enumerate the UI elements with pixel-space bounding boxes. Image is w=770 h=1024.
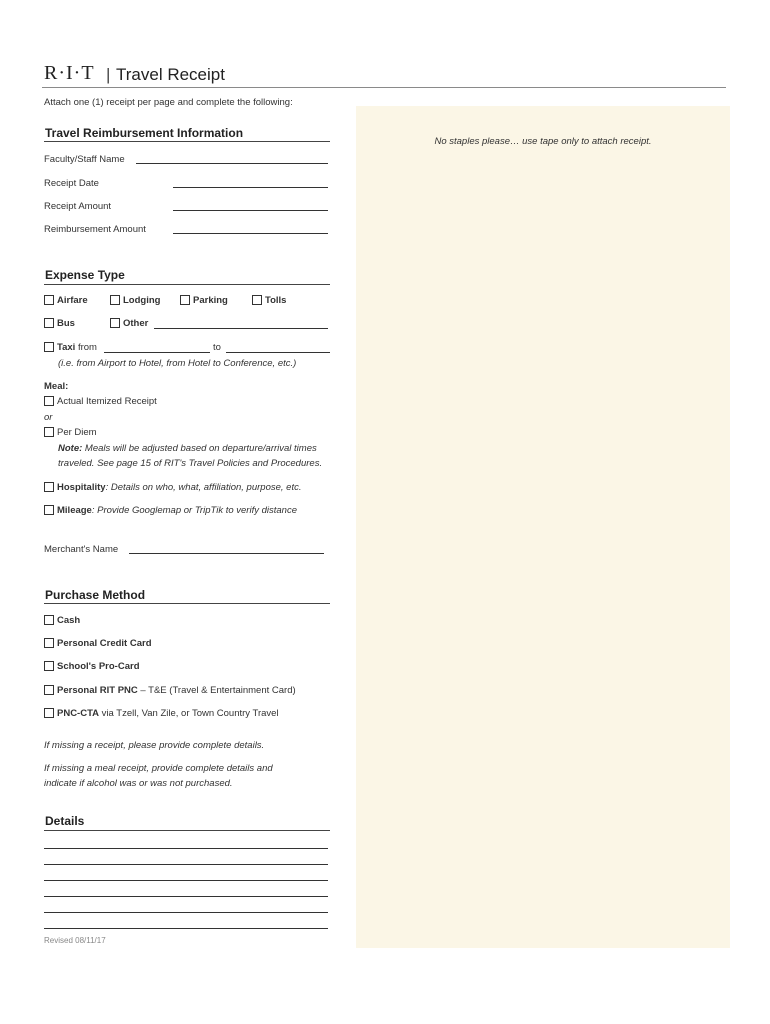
airfare-label: Airfare: [57, 295, 88, 306]
reimbursement-heading: Travel Reimbursement Information: [45, 126, 244, 140]
rit-pnc-label: Personal RIT PNC: [57, 685, 138, 696]
merchant-name-label: Merchant's Name: [44, 544, 119, 555]
purchase-method-heading: Purchase Method: [45, 588, 146, 602]
taxi-option[interactable]: [44, 342, 97, 353]
reimbursement-rule: [44, 141, 330, 142]
note-text: Meals will be adjusted based on departure/arrival times: [84, 443, 317, 454]
parking-checkbox[interactable]: [180, 295, 190, 305]
missing-receipt-note: If missing a receipt, please provide complete details.: [44, 740, 265, 751]
details-line[interactable]: [44, 880, 328, 881]
or-text: or: [44, 412, 53, 423]
airfare-checkbox[interactable]: [44, 295, 54, 305]
parking-label: Parking: [193, 295, 228, 306]
details-line[interactable]: [44, 864, 328, 865]
personal-cc-checkbox[interactable]: [44, 638, 54, 648]
pro-card-checkbox[interactable]: [44, 661, 54, 671]
faculty-name-label: Faculty/Staff Name: [44, 154, 125, 165]
faculty-name-field[interactable]: [136, 163, 328, 164]
taxi-from-field[interactable]: [104, 352, 210, 353]
reimbursement-amount-field[interactable]: [173, 233, 328, 234]
bus-label: Bus: [57, 318, 75, 329]
mileage-label: Mileage: [57, 505, 92, 516]
lodging-option[interactable]: [110, 295, 160, 306]
actual-itemized-label: Actual Itemized Receipt: [57, 396, 157, 407]
pro-card-option[interactable]: [44, 661, 140, 672]
other-option[interactable]: [110, 318, 148, 329]
meal-heading: Meal:: [44, 381, 69, 392]
lodging-label: Lodging: [123, 295, 161, 306]
tolls-option[interactable]: [252, 295, 286, 306]
receipt-date-field[interactable]: [173, 187, 328, 188]
tolls-checkbox[interactable]: [252, 295, 262, 305]
details-line[interactable]: [44, 928, 328, 929]
receipt-amount-field[interactable]: [173, 210, 328, 211]
receipt-attach-area: [356, 106, 730, 948]
rit-pnc-option[interactable]: [44, 685, 296, 696]
expense-type-heading: Expense Type: [45, 268, 125, 282]
cash-option[interactable]: [44, 615, 80, 626]
taxi-checkbox[interactable]: [44, 342, 54, 352]
other-label: Other: [123, 318, 149, 329]
hospitality-desc: : Details on who, what, affiliation, purpose, etc.: [105, 482, 302, 493]
receipt-date-label: Receipt Date: [44, 178, 99, 189]
pro-card-label: School's Pro-Card: [57, 661, 140, 672]
per-diem-option[interactable]: [44, 427, 97, 438]
airfare-option[interactable]: [44, 295, 88, 306]
mileage-desc: : Provide Googlemap or TripTik to verify distance: [91, 505, 297, 516]
title-divider: [42, 87, 726, 88]
missing-meal-note-2: indicate if alcohol was or was not purchased.: [44, 778, 233, 789]
revised-date: Revised 08/11/17: [44, 936, 106, 945]
bus-option[interactable]: [44, 318, 75, 329]
actual-itemized-option[interactable]: [44, 396, 157, 407]
merchant-name-field[interactable]: [129, 553, 324, 554]
cash-checkbox[interactable]: [44, 615, 54, 625]
parking-option[interactable]: [180, 295, 228, 306]
other-field[interactable]: [154, 328, 328, 329]
page-subtitle: Attach one (1) receipt per page and complete the following:: [44, 97, 293, 108]
taxi-to-label: to: [213, 342, 221, 353]
details-rule: [44, 830, 330, 831]
rit-pnc-checkbox[interactable]: [44, 685, 54, 695]
details-line[interactable]: [44, 848, 328, 849]
meal-note: [58, 443, 317, 454]
pnc-cta-label: PNC-CTA: [57, 708, 100, 719]
mileage-checkbox[interactable]: [44, 505, 54, 515]
other-checkbox[interactable]: [110, 318, 120, 328]
taxi-example: (i.e. from Airport to Hotel, from Hotel to Conference, etc.): [58, 358, 297, 369]
cash-label: Cash: [57, 615, 81, 626]
bus-checkbox[interactable]: [44, 318, 54, 328]
page-title: Travel Receipt: [116, 65, 225, 84]
hospitality-option[interactable]: [44, 482, 301, 493]
details-line[interactable]: [44, 912, 328, 913]
actual-itemized-checkbox[interactable]: [44, 396, 54, 406]
personal-cc-option[interactable]: [44, 638, 152, 649]
purchase-method-rule: [44, 603, 330, 604]
reimbursement-amount-label: Reimbursement Amount: [44, 224, 146, 235]
lodging-checkbox[interactable]: [110, 295, 120, 305]
taxi-to-field[interactable]: [226, 352, 330, 353]
per-diem-checkbox[interactable]: [44, 427, 54, 437]
rit-pnc-desc: – T&E (Travel & Entertainment Card): [137, 685, 296, 696]
pnc-cta-desc: via Tzell, Van Zile, or Town Country Travel: [99, 708, 279, 719]
receipt-amount-label: Receipt Amount: [44, 201, 112, 212]
taxi-label: Taxi: [57, 342, 76, 353]
rit-logo: R·I·T: [44, 62, 95, 84]
note-label: Note:: [58, 443, 83, 454]
tape-note: No staples please… use tape only to attach receipt.: [434, 136, 652, 147]
details-heading: Details: [45, 814, 85, 828]
hospitality-checkbox[interactable]: [44, 482, 54, 492]
meal-note-2: traveled. See page 15 of RIT's Travel Policies and Procedures.: [58, 458, 323, 469]
per-diem-label: Per Diem: [57, 427, 97, 438]
personal-cc-label: Personal Credit Card: [57, 638, 152, 649]
details-line[interactable]: [44, 896, 328, 897]
pnc-cta-option[interactable]: [44, 708, 279, 719]
taxi-from-label: from: [77, 342, 97, 353]
hospitality-label: Hospitality: [57, 482, 106, 493]
pnc-cta-checkbox[interactable]: [44, 708, 54, 718]
missing-meal-note: If missing a meal receipt, provide complete details and: [44, 763, 273, 774]
expense-type-rule: [44, 284, 330, 285]
mileage-option[interactable]: [44, 505, 297, 516]
title-separator: |: [106, 65, 111, 84]
tolls-label: Tolls: [265, 295, 287, 306]
